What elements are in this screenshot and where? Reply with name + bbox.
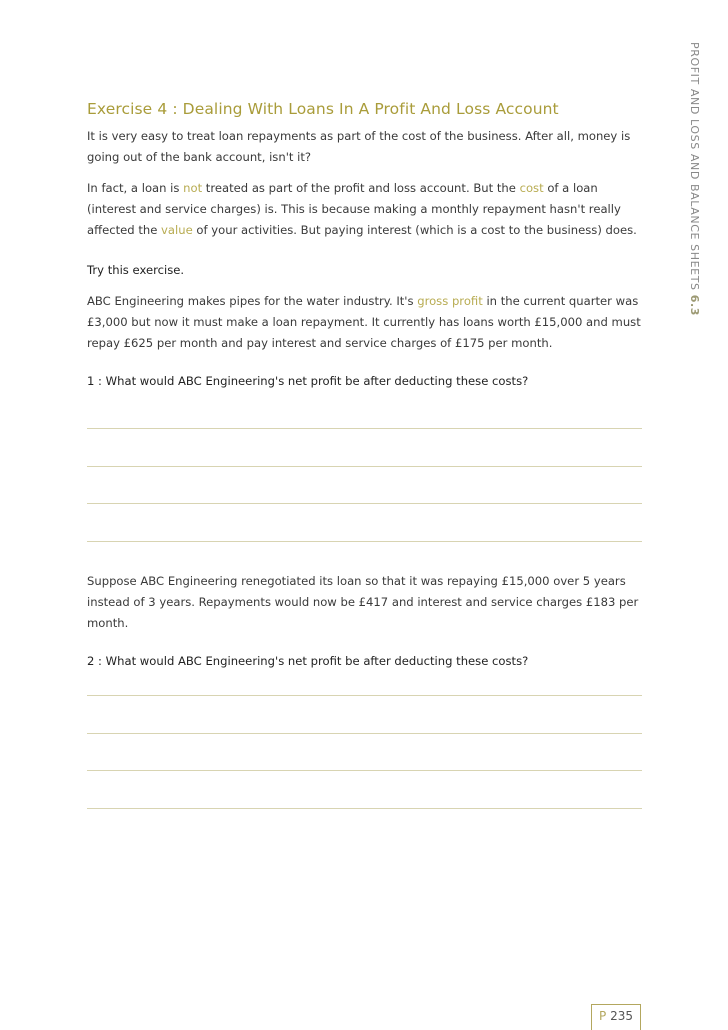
answer-line-2c[interactable] <box>87 770 642 771</box>
question-2: 2 : What would ABC Engineering's net profit be after deducting these costs? <box>87 654 529 668</box>
answer-line-2d[interactable] <box>87 808 642 809</box>
answer-line-2a[interactable] <box>87 695 642 696</box>
question-1: 1 : What would ABC Engineering's net profit be after deducting these costs? <box>87 374 529 388</box>
renegotiation-paragraph: Suppose ABC Engineering renegotiated its loan so that it was repaying £15,000 over 5 years instead of 3 years. Repayments would now be £417 and interest and service charges £183 per month. <box>87 574 639 630</box>
answer-line-1a[interactable] <box>87 428 642 429</box>
text-run: of your activities. But paying interest (which is a cost to the business) does. <box>192 223 637 237</box>
section-number: 6.3 <box>688 294 701 317</box>
loan-explanation-paragraph <box>87 178 643 241</box>
highlight-not: not <box>183 181 203 195</box>
answer-line-1b[interactable] <box>87 466 642 467</box>
highlight-gross-profit: gross profit <box>417 294 483 308</box>
highlight-cost: cost <box>519 181 544 195</box>
text-run: treated as part of the profit and loss account. But the <box>202 181 520 195</box>
answer-line-2b[interactable] <box>87 733 642 734</box>
chapter-title: PROFIT AND LOSS AND BALANCE SHEETS <box>688 42 701 291</box>
try-exercise-label: Try this exercise. <box>87 263 185 277</box>
chapter-side-label <box>688 42 701 316</box>
answer-line-1c[interactable] <box>87 503 642 504</box>
page-number-box <box>591 1004 641 1030</box>
scenario-paragraph <box>87 291 643 354</box>
answer-line-1d[interactable] <box>87 541 642 542</box>
text-run: ABC Engineering makes pipes for the water industry. It's <box>87 294 418 308</box>
intro-paragraph: It is very easy to treat loan repayments as part of the cost of the business. After all, money is going out of the bank account, isn't it? <box>87 129 631 164</box>
exercise-heading: Exercise 4 : Dealing With Loans In A Profit And Loss Account <box>87 100 559 118</box>
exercise-content <box>87 100 643 392</box>
exercise-content-part2 <box>87 571 643 672</box>
page-prefix: P <box>599 1009 607 1023</box>
text-run: in the current quarter was £3,000 but now it must make a loan repayment. It currently has loans worth £15,000 and must repay £625 per month and pay interest and service charges of £175 per month. <box>87 294 641 350</box>
text-run: of a loan (interest and service charges) is. This is because making a monthly repayment hasn't really affected the <box>87 181 621 237</box>
highlight-value: value <box>161 223 193 237</box>
page-number: 235 <box>610 1009 633 1023</box>
text-run: In fact, a loan is <box>87 181 184 195</box>
